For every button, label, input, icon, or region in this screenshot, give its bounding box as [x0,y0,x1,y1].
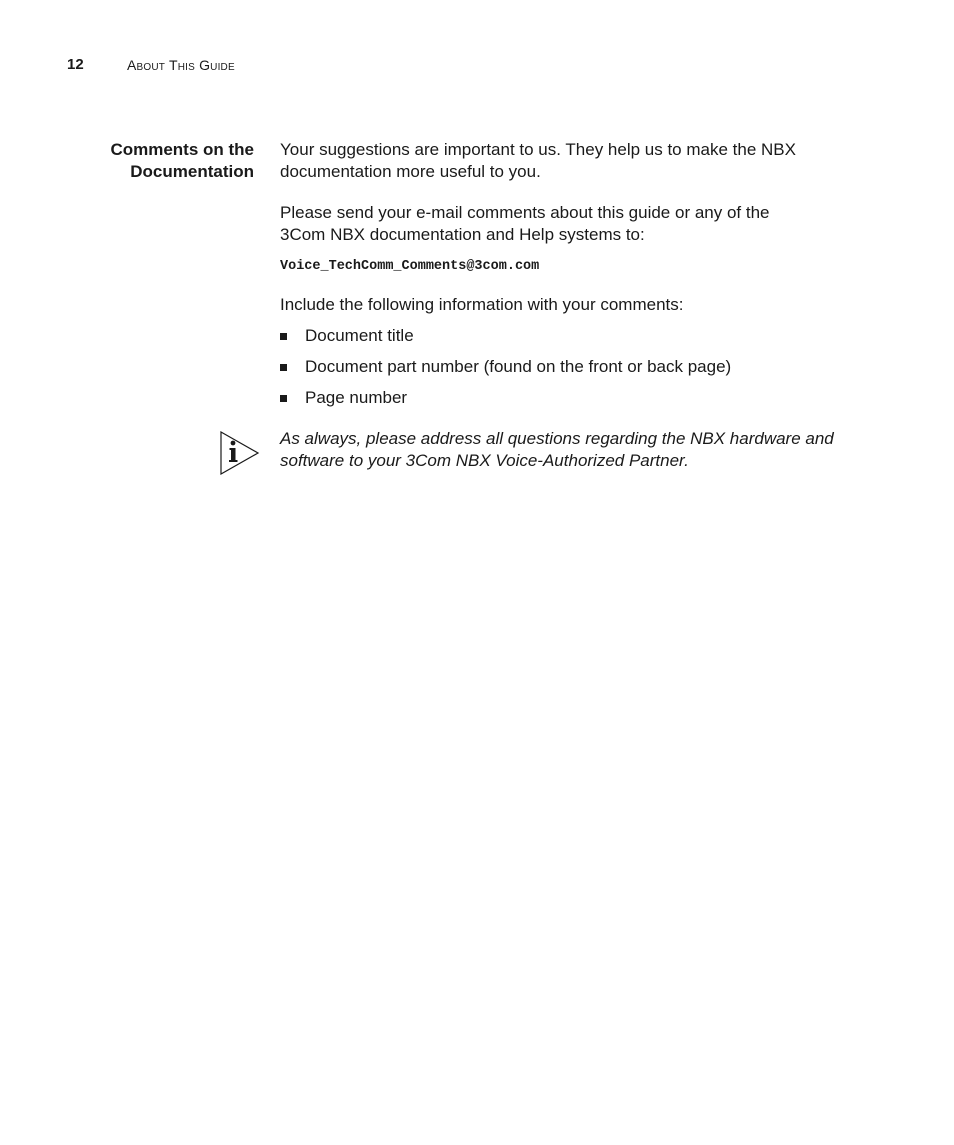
page-number: 12 [67,56,84,73]
list-item-text: Document part number (found on the front or back page) [305,357,732,376]
send-line1: Please send your e-mail comments about this guide or any of the [280,203,770,222]
list-item [280,325,880,347]
list-item [280,356,880,378]
note-line2: software to your 3Com NBX Voice-Authorized Partner. [280,451,689,470]
square-bullet-icon [280,395,287,402]
running-header: About This Guide [127,57,235,73]
list-item-text: Page number [305,388,408,407]
intro-line2: documentation more useful to you. [280,162,541,181]
email-address: Voice_TechComm_Comments@3com.com [280,259,540,274]
intro-line1: Your suggestions are important to us. They help us to make the NBX [280,140,796,159]
send-line2: 3Com NBX documentation and Help systems to: [280,225,645,244]
section-heading-line1: Comments on the [110,140,254,159]
note-text [280,428,880,472]
square-bullet-icon [280,333,287,340]
section-heading [54,139,254,183]
list-item [280,387,880,409]
include-intro: Include the following information with your comments: [280,295,684,314]
section-body [280,139,880,418]
list-item-text: Document title [305,326,414,345]
square-bullet-icon [280,364,287,371]
intro-paragraph [280,139,880,183]
info-icon [220,431,260,475]
info-list [280,325,880,409]
section-heading-line2: Documentation [130,162,254,181]
send-paragraph [280,202,880,246]
note-line1: As always, please address all questions regarding the NBX hardware and [280,429,834,448]
